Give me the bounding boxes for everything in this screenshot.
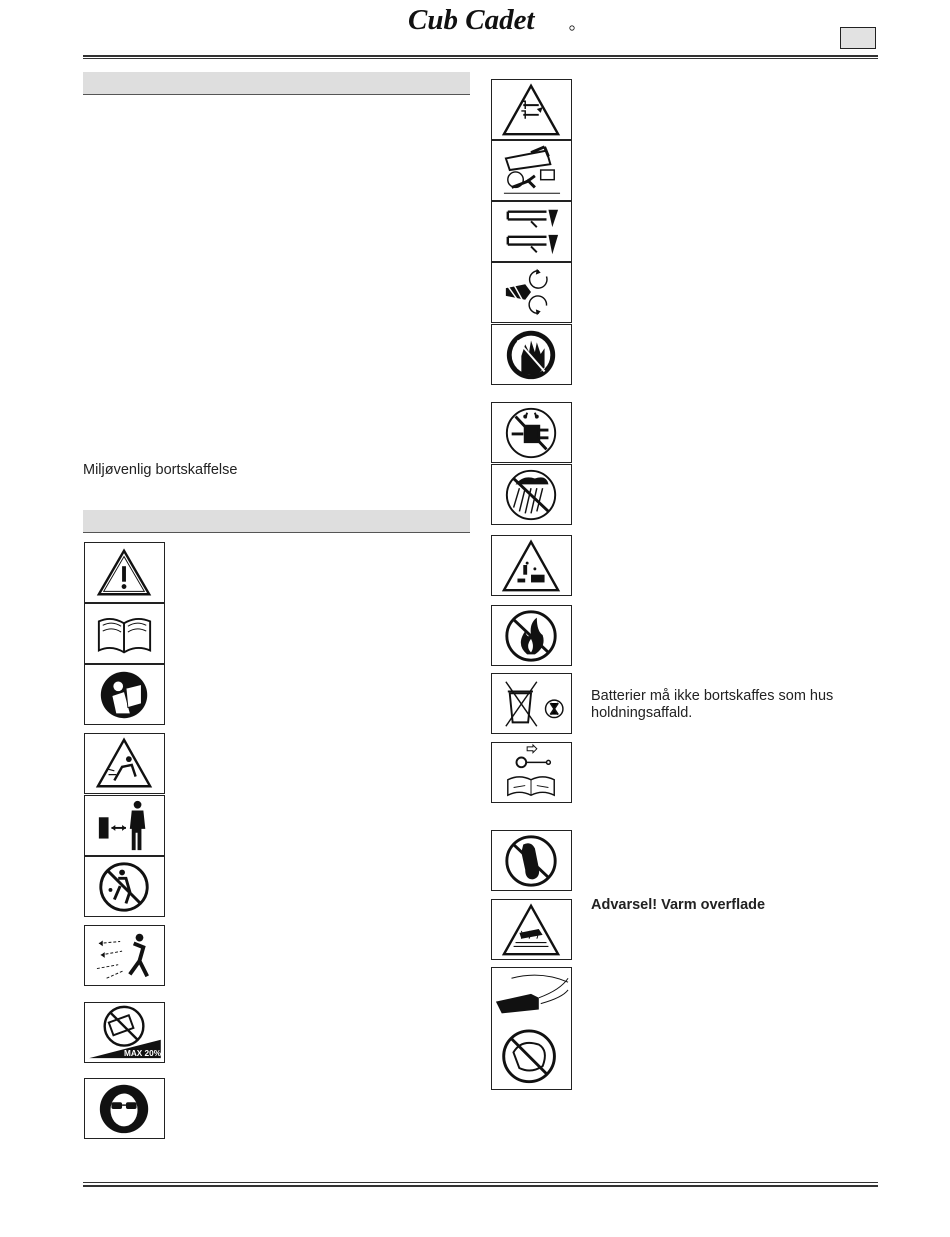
section-bar-2	[83, 510, 470, 533]
header-rule	[83, 55, 878, 59]
rotating-blade-hand-icon	[491, 262, 572, 323]
footer-rule	[83, 1182, 878, 1187]
brand-logo	[406, 4, 578, 34]
slope-max-label: MAX 20%	[124, 1049, 162, 1059]
disconnect-plug-icon	[491, 402, 572, 463]
page-number-box	[840, 27, 876, 49]
section-bar-1	[83, 72, 470, 95]
eye-protection-icon	[84, 1078, 165, 1139]
keep-distance-icon	[84, 795, 165, 856]
blade-hazard-icon	[491, 201, 572, 262]
hand-protection-icon	[491, 324, 572, 385]
battery-acid-icon	[491, 535, 572, 596]
read-manual-icon	[84, 664, 165, 725]
manual-book-icon	[84, 603, 165, 664]
ejected-debris-icon	[84, 925, 165, 986]
no-trash-battery-icon	[491, 673, 572, 734]
crush-hazard-icon	[491, 79, 572, 140]
battery-disposal-text: Batterier må ikke bortskaffes som hus holdningsaffald.	[591, 688, 834, 721]
no-rain-icon	[491, 464, 572, 525]
no-fire-icon	[491, 605, 572, 666]
disposal-heading: Miljøvenlig bortskaffelse	[83, 462, 238, 478]
hot-surface-icon	[491, 899, 572, 960]
slope-max-icon	[84, 1002, 165, 1063]
grass-deflector-icon	[491, 967, 572, 1090]
battery-manual-icon	[491, 742, 572, 803]
no-children-icon	[84, 856, 165, 917]
brand-logo-text: Cub Cadet	[408, 4, 535, 34]
thrown-object-icon	[84, 733, 165, 794]
riding-mower-hazard-icon	[491, 140, 572, 201]
hot-surface-warning-text: Advarsel! Varm overflade	[591, 897, 766, 913]
warning-icon	[84, 542, 165, 603]
no-foot-icon	[491, 830, 572, 891]
